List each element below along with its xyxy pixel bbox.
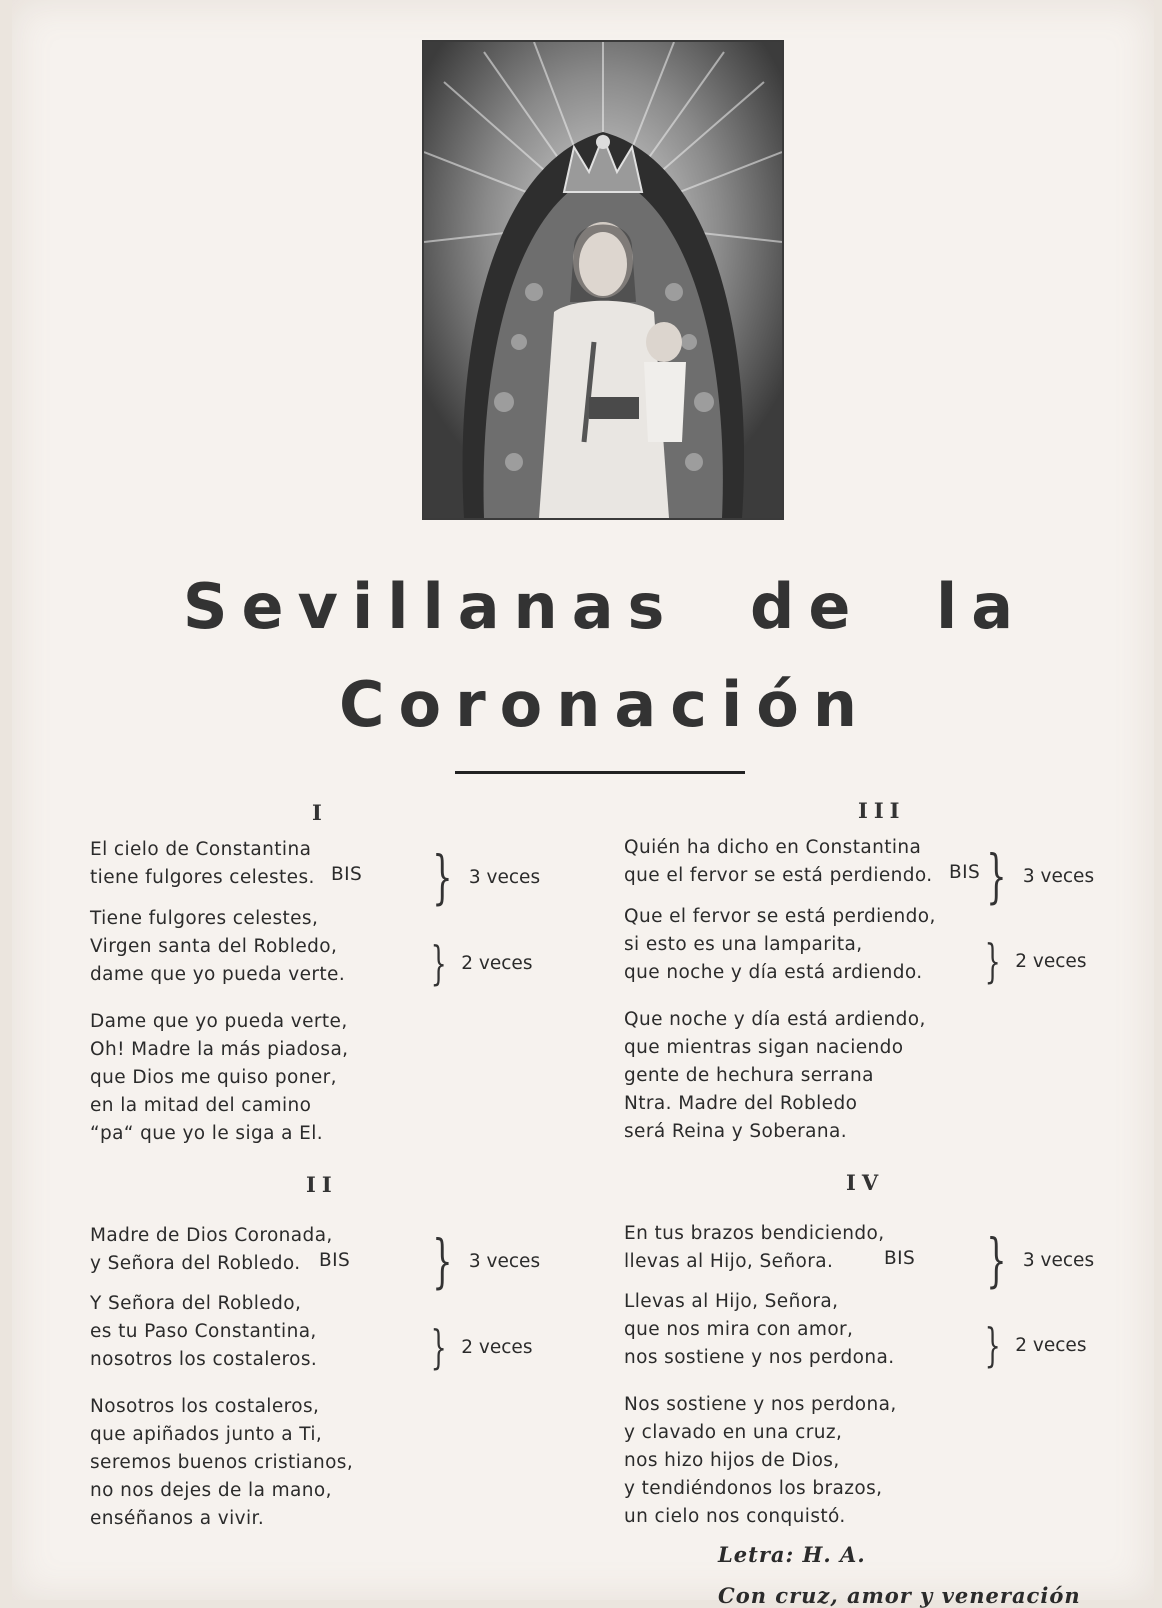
section-i-stanza-3 — [90, 1008, 348, 1148]
title-line-1: Sevillanas de la — [182, 570, 1028, 643]
section-ii-stanza-2 — [90, 1290, 317, 1374]
verse-line: Que noche y día está ardiendo, — [624, 1009, 926, 1030]
section-i-stanza-2 — [90, 905, 345, 989]
brace-icon: } — [430, 1320, 447, 1374]
section-number-iii: III — [858, 798, 906, 823]
verse-line: Y Señora del Robledo, — [90, 1293, 302, 1314]
section-iii-stanza-3 — [624, 1006, 926, 1146]
brace-icon: } — [986, 842, 1007, 910]
verse-line: Llevas al Hijo, Señora, — [624, 1291, 839, 1312]
repeat-count: 2 veces — [461, 952, 533, 974]
repeat-note — [424, 1227, 540, 1295]
verse-line: Oh! Madre la más piadosa, — [90, 1039, 349, 1060]
verse-line: enséñanos a vivir. — [90, 1508, 265, 1529]
brace-icon: } — [984, 1318, 1001, 1372]
verse-line: tiene fulgores celestes. — [90, 867, 315, 888]
verse-line: y Señora del Robledo. — [90, 1253, 301, 1274]
repeat-note — [424, 936, 532, 990]
bis-marker: BIS — [884, 1248, 916, 1269]
verse-line: no nos dejes de la mano, — [90, 1480, 332, 1501]
brace-icon: } — [984, 934, 1001, 988]
section-iii-stanza-1 — [624, 834, 933, 890]
verse-line: Virgen santa del Robledo, — [90, 936, 338, 957]
repeat-count: 3 veces — [468, 1250, 541, 1272]
verse-line: que Dios me quiso poner, — [90, 1067, 337, 1088]
verse-line: es tu Paso Constantina, — [90, 1321, 317, 1342]
bis-marker: BIS — [949, 862, 981, 883]
verse-line: que el fervor se está perdiendo. — [624, 865, 933, 886]
brace-icon: } — [986, 1226, 1007, 1294]
verse-line: Dame que yo pueda verte, — [90, 1011, 348, 1032]
verse-line: que mientras sigan naciendo — [624, 1037, 904, 1058]
verse-line: Nos sostiene y nos perdona, — [624, 1394, 897, 1415]
verse-line: dame que yo pueda verte. — [90, 964, 346, 985]
verse-line: será Reina y Soberana. — [624, 1121, 848, 1142]
repeat-count: 2 veces — [1015, 950, 1087, 972]
bis-marker: BIS — [319, 1250, 351, 1271]
brace-icon: } — [430, 936, 447, 990]
verse-line: nos hizo hijos de Dios, — [624, 1450, 840, 1471]
verse-line: Tiene fulgores celestes, — [90, 908, 319, 929]
verse-line: “pa“ que yo le siga a El. — [90, 1123, 324, 1144]
section-iv-stanza-2 — [624, 1288, 895, 1372]
brace-icon: } — [432, 1227, 453, 1295]
verse-line: que apiñados junto a Ti, — [90, 1424, 323, 1445]
verse-line: un cielo nos conquistó. — [624, 1506, 846, 1527]
repeat-count: 3 veces — [1022, 1249, 1095, 1271]
section-i-stanza-1 — [90, 836, 315, 892]
brace-icon: } — [432, 843, 453, 911]
section-iv-stanza-3 — [624, 1391, 897, 1531]
section-iv-stanza-1 — [624, 1220, 885, 1276]
verse-line: nosotros los costaleros. — [90, 1349, 318, 1370]
section-number-iv: IV — [846, 1170, 885, 1195]
title-divider — [455, 771, 745, 774]
verse-line: llevas al Hijo, Señora. — [624, 1251, 834, 1272]
section-number-i: I — [312, 800, 328, 825]
repeat-count: 3 veces — [468, 866, 541, 888]
repeat-note — [978, 934, 1086, 988]
repeat-note — [978, 842, 1094, 910]
verse-line: nos sostiene y nos perdona. — [624, 1347, 895, 1368]
verse-line: Ntra. Madre del Robledo — [624, 1093, 858, 1114]
repeat-note — [424, 1320, 532, 1374]
repeat-note — [424, 843, 540, 911]
verse-line: que nos mira con amor, — [624, 1319, 854, 1340]
verse-line: El cielo de Constantina — [90, 839, 312, 860]
section-ii-stanza-1 — [90, 1222, 333, 1278]
verse-line: y clavado en una cruz, — [624, 1422, 843, 1443]
repeat-count: 2 veces — [1015, 1334, 1087, 1356]
section-iii-stanza-2 — [624, 903, 936, 987]
verse-line: En tus brazos bendiciendo, — [624, 1223, 885, 1244]
verse-line: seremos buenos cristianos, — [90, 1452, 354, 1473]
repeat-note — [978, 1318, 1086, 1372]
verse-line: si esto es una lamparita, — [624, 934, 863, 955]
verse-line: Madre de Dios Coronada, — [90, 1225, 333, 1246]
repeat-count: 3 veces — [1022, 865, 1095, 887]
verse-line: gente de hechura serrana — [624, 1065, 874, 1086]
repeat-note — [978, 1226, 1094, 1294]
verse-line: en la mitad del camino — [90, 1095, 312, 1116]
verse-line: Nosotros los costaleros, — [90, 1396, 320, 1417]
section-ii-stanza-3 — [90, 1393, 353, 1533]
dedication-text: Con cruz, amor y veneración — [718, 1583, 1081, 1608]
bis-marker: BIS — [331, 864, 363, 885]
section-number-ii: II — [306, 1172, 338, 1197]
verse-line: y tendiéndonos los brazos, — [624, 1478, 883, 1499]
title-line-2: Coronación — [339, 668, 871, 741]
verse-line: que noche y día está ardiendo. — [624, 962, 923, 983]
virgin-image — [422, 40, 784, 520]
verse-line: Quién ha dicho en Constantina — [624, 837, 922, 858]
verse-line: Que el fervor se está perdiendo, — [624, 906, 936, 927]
repeat-count: 2 veces — [461, 1336, 533, 1358]
lyrics-credit: Letra: H. A. — [718, 1542, 866, 1567]
